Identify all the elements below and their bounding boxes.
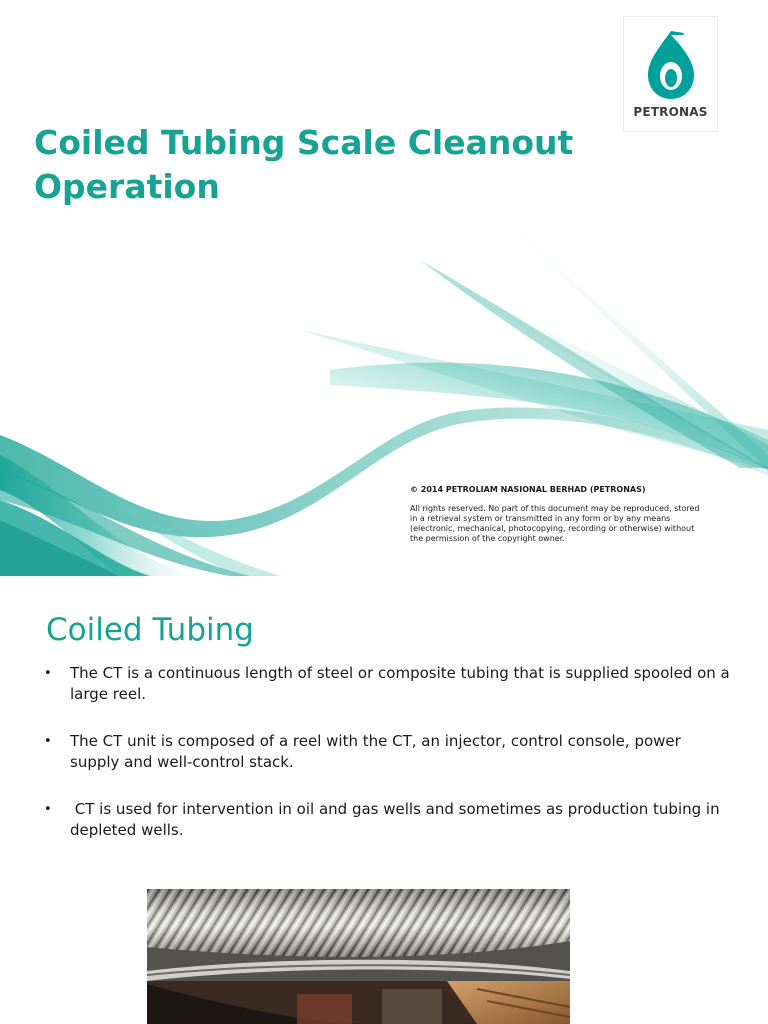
coiled-tubing-slide bbox=[0, 576, 768, 1024]
bullet-icon: • bbox=[44, 734, 52, 749]
slide-title: Coiled Tubing bbox=[46, 612, 254, 648]
bullet-text: The CT unit is composed of a reel with the CT, an injector, control console, power supply and well-control stack. bbox=[70, 732, 681, 771]
logo-wordmark: PETRONAS bbox=[633, 105, 708, 119]
bullet-icon: • bbox=[44, 666, 52, 681]
bullet-text: CT is used for intervention in oil and gas wells and sometimes as production tubing in depleted wells. bbox=[70, 800, 725, 839]
list-item bbox=[44, 663, 734, 705]
petronas-drop-icon bbox=[640, 29, 702, 103]
copyright-heading: © 2014 PETROLIAM NASIONAL BERHAD (PETRONAS) bbox=[410, 485, 646, 494]
petronas-logo bbox=[623, 16, 718, 132]
presentation-title: Coiled Tubing Scale Cleanout Operation bbox=[34, 123, 574, 206]
list-item bbox=[44, 731, 734, 773]
copyright-body: All rights reserved. No part of this document may be reproduced, stored in a retrieval system or transmitted in any form or by any means (electronic, mechanical, photocopying, recording or otherwise) without the permission of the copyright owner. bbox=[410, 504, 700, 543]
list-item bbox=[44, 799, 734, 841]
bullet-text: The CT is a continuous length of steel or composite tubing that is supplied spooled on a large reel. bbox=[70, 664, 730, 703]
bullet-list bbox=[44, 663, 734, 841]
copyright-notice bbox=[410, 484, 702, 544]
coiled-tubing-reel-photo bbox=[147, 889, 570, 1024]
bullet-icon: • bbox=[44, 802, 52, 817]
